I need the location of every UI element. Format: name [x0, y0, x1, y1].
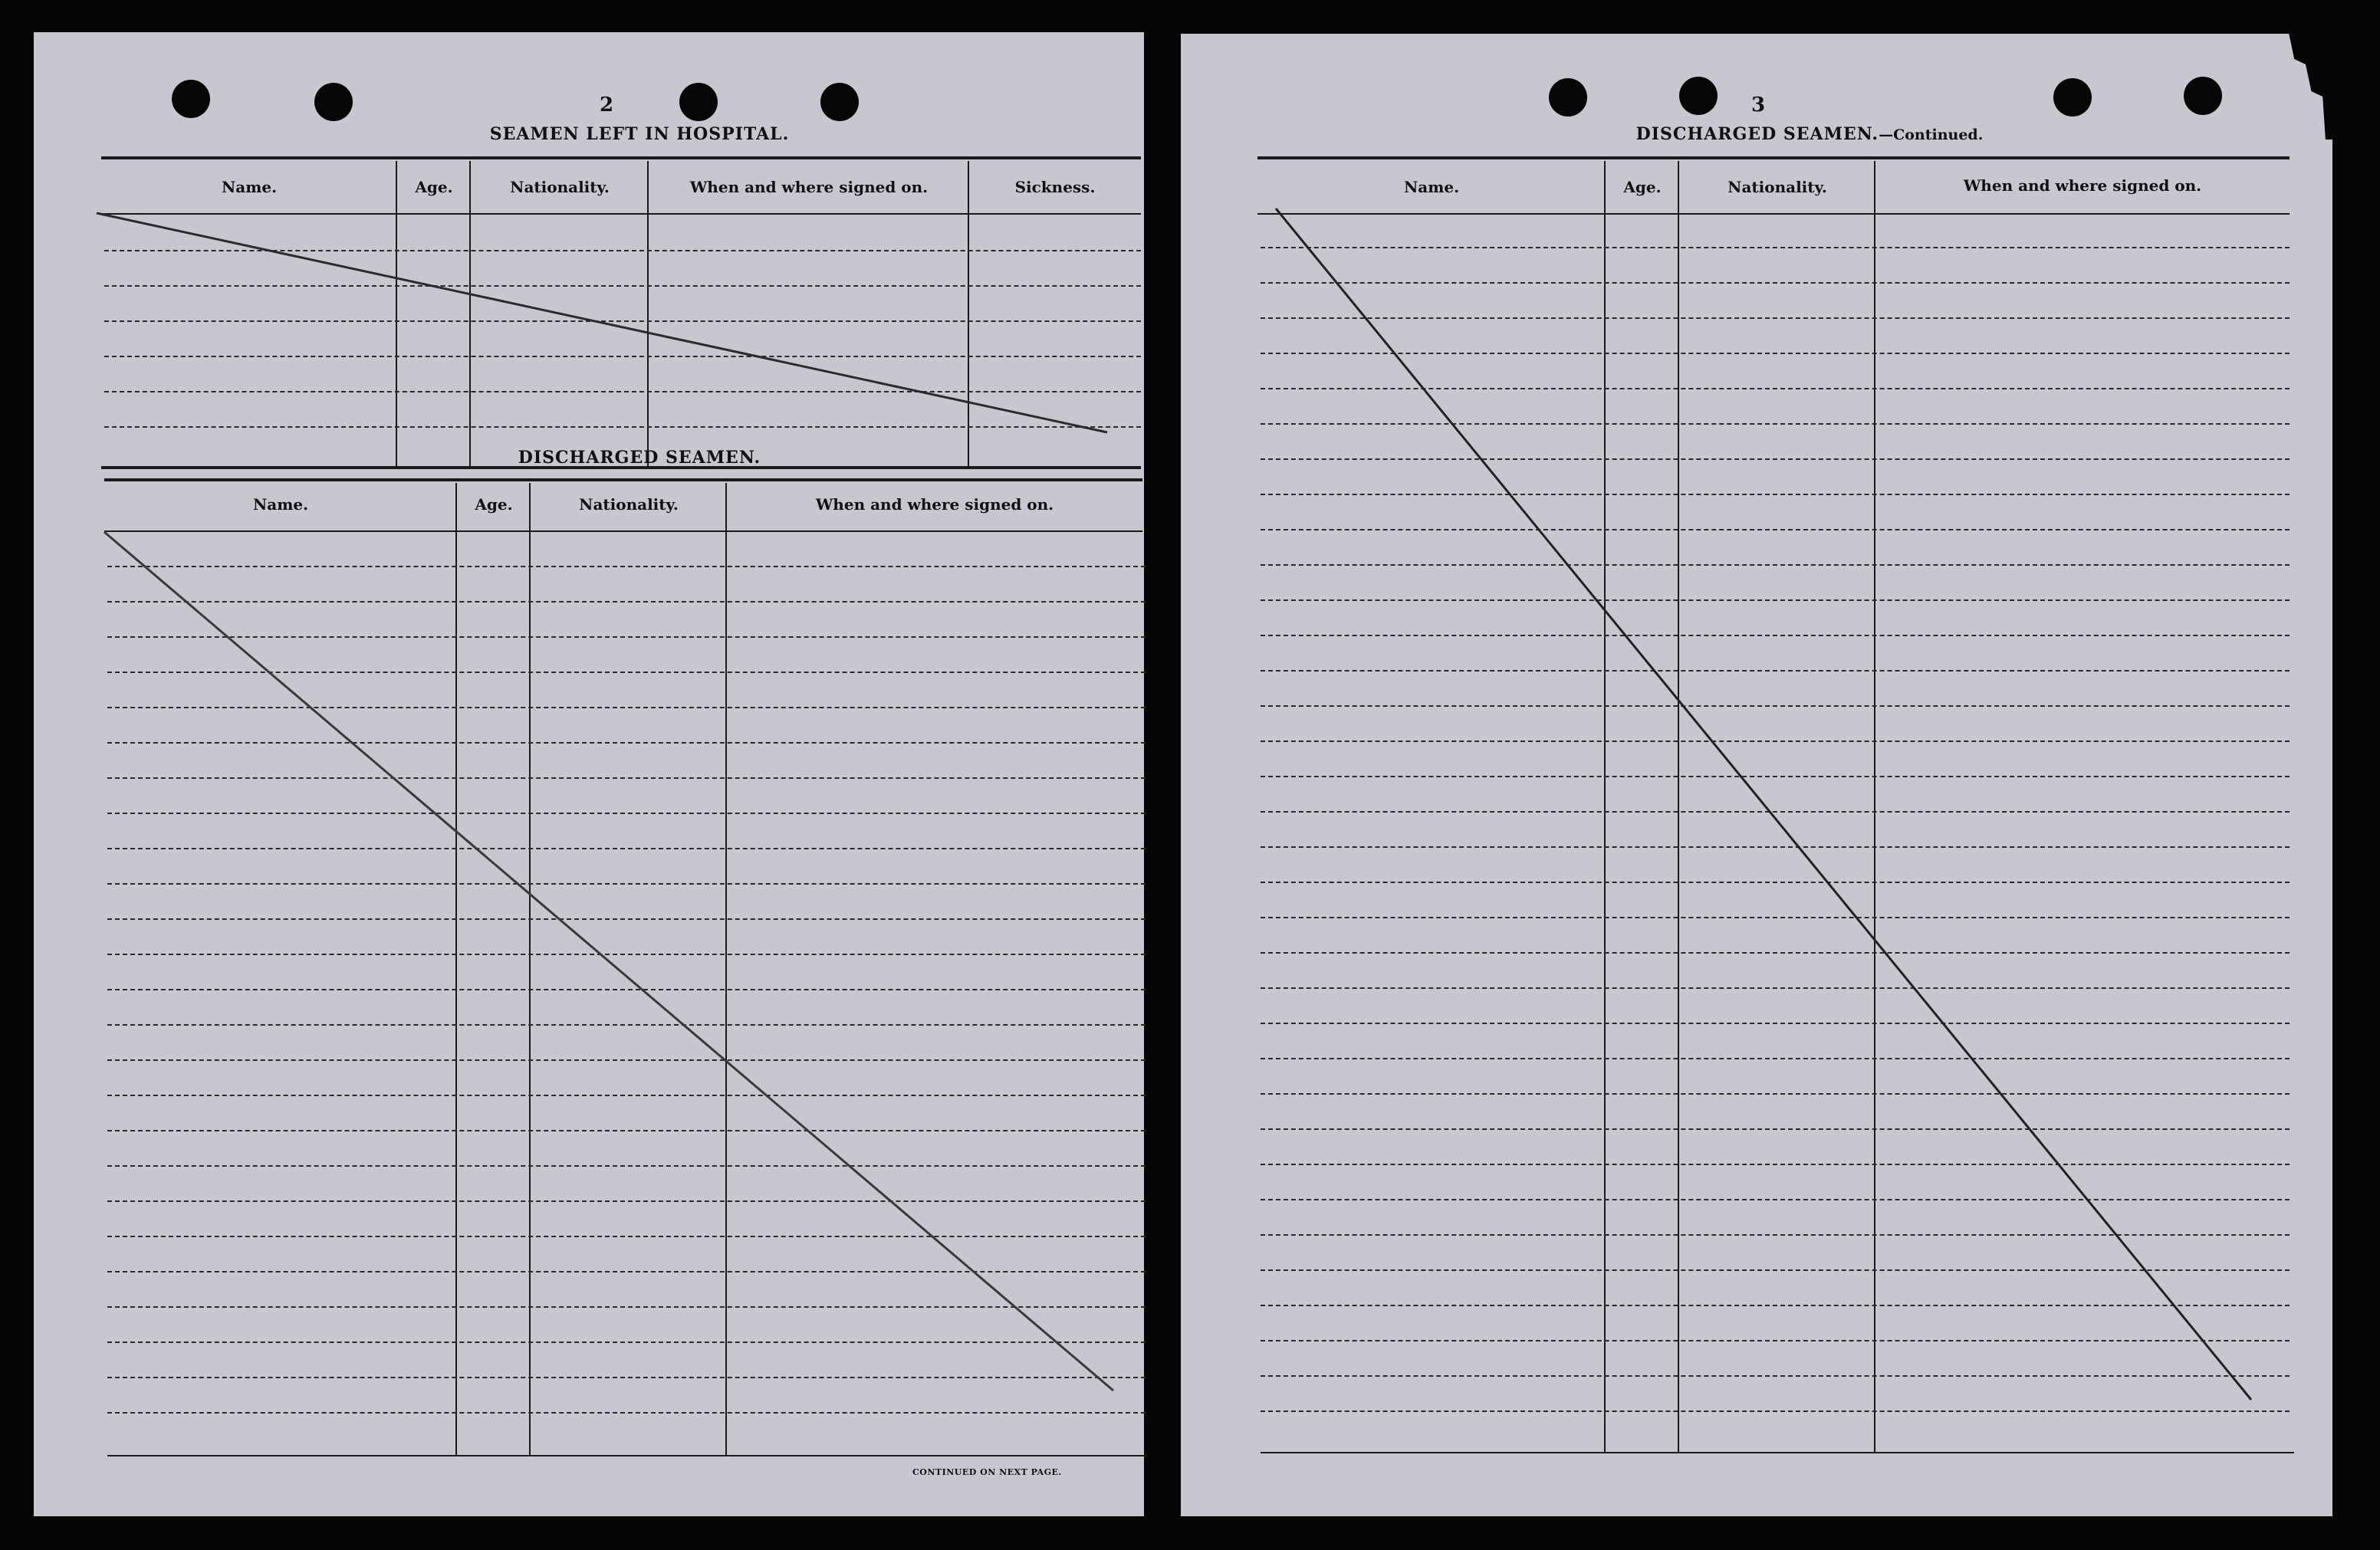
column-divider	[396, 161, 397, 468]
table-top-rule	[104, 478, 1142, 481]
ruled-line	[104, 356, 1141, 357]
ruled-line	[1261, 952, 2290, 954]
ruled-line	[1261, 917, 2290, 918]
punch-hole	[679, 83, 718, 121]
ruled-line	[107, 672, 1146, 673]
ruled-line	[1261, 635, 2290, 636]
discharged-strike-line	[104, 532, 1113, 1391]
ruled-line	[1261, 776, 2290, 777]
ruled-line	[107, 566, 1146, 567]
column-header-signed-on: When and where signed on.	[689, 178, 929, 196]
ruled-line	[1261, 1269, 2290, 1271]
ruled-line	[107, 883, 1146, 885]
hospital-strike-line	[97, 213, 1107, 432]
ruled-line	[1261, 1375, 2290, 1377]
punch-hole	[1679, 77, 1718, 115]
ruled-line	[104, 320, 1141, 322]
ruled-line	[107, 1306, 1146, 1308]
ruled-line	[104, 426, 1141, 428]
cross-out-strokes	[34, 32, 1144, 1516]
ruled-line	[104, 285, 1141, 287]
ruled-line	[1261, 599, 2290, 601]
ruled-line	[1261, 1410, 2290, 1412]
column-header-nationality: Nationality.	[1727, 178, 1827, 196]
ruled-line	[107, 1024, 1146, 1026]
column-divider	[647, 161, 649, 468]
column-divider	[1604, 161, 1606, 1453]
ruled-line	[107, 707, 1146, 708]
cross-out-strokes	[1181, 34, 2332, 1516]
column-divider	[1874, 161, 1875, 1453]
table-bottom-rule	[1261, 1452, 2294, 1453]
punch-hole	[2184, 77, 2222, 115]
ruled-line	[1261, 494, 2290, 495]
ruled-line	[107, 1165, 1146, 1167]
ruled-line	[107, 601, 1146, 603]
ruled-line	[1261, 1164, 2290, 1165]
ruled-line	[107, 636, 1146, 638]
page-number: 3	[1751, 94, 1766, 117]
column-header-age: Age.	[415, 178, 453, 196]
ruled-line	[1261, 1340, 2290, 1341]
ruled-line	[107, 848, 1146, 849]
ruled-line	[1261, 317, 2290, 319]
punch-hole	[314, 83, 353, 121]
ruled-line	[107, 1236, 1146, 1237]
header-rule	[1257, 213, 2290, 215]
ruled-line	[1261, 564, 2290, 566]
table-bottom-rule	[107, 1455, 1147, 1456]
column-header-name: Name.	[1403, 178, 1460, 196]
ruled-line	[1261, 1023, 2290, 1024]
ruled-line	[107, 813, 1146, 814]
ruled-line	[1261, 353, 2290, 354]
ruled-line	[1261, 811, 2290, 813]
ruled-line	[1261, 1234, 2290, 1236]
ruled-line	[1261, 458, 2290, 460]
punch-hole	[2053, 78, 2092, 117]
ruled-line	[1261, 529, 2290, 530]
continued-footer: CONTINUED ON NEXT PAGE.	[912, 1467, 1062, 1477]
header-rule	[104, 530, 1142, 532]
ruled-line	[1261, 1093, 2290, 1095]
ruled-line	[107, 1271, 1146, 1273]
column-header-age: Age.	[475, 495, 513, 514]
ruled-line	[104, 391, 1141, 392]
ruled-line	[1261, 705, 2290, 707]
column-header-signed-on: When and where signed on.	[1963, 176, 2202, 195]
left-page	[34, 32, 1144, 1516]
table-top-rule	[101, 156, 1141, 159]
header-rule	[101, 213, 1141, 215]
ruled-line	[104, 250, 1141, 251]
ruled-line	[1261, 741, 2290, 742]
column-divider	[455, 483, 457, 1456]
ruled-line	[1261, 846, 2290, 848]
ruled-line	[107, 1412, 1146, 1414]
ruled-line	[1261, 1128, 2290, 1130]
table-top-rule	[1257, 156, 2290, 159]
ruled-line	[107, 1130, 1146, 1131]
ruled-line	[1261, 247, 2290, 248]
ruled-line	[1261, 282, 2290, 284]
ruled-line	[1261, 423, 2290, 425]
column-divider	[968, 161, 969, 468]
ruled-line	[107, 777, 1146, 779]
punch-hole	[820, 83, 859, 121]
column-header-name: Name.	[221, 178, 278, 196]
punch-hole	[172, 80, 210, 118]
ruled-line	[107, 742, 1146, 744]
ruled-line	[107, 989, 1146, 990]
right-page	[1181, 34, 2332, 1516]
column-divider	[469, 161, 471, 468]
ruled-line	[1261, 987, 2290, 989]
punch-hole	[1549, 78, 1587, 117]
discharged-continued-title	[1595, 124, 2024, 144]
ruled-line	[107, 954, 1146, 955]
ruled-line	[1261, 1058, 2290, 1059]
torn-corner	[2277, 32, 2334, 140]
column-header-name: Name.	[252, 495, 309, 514]
column-divider	[529, 483, 531, 1456]
column-divider	[725, 483, 727, 1456]
ruled-line	[1261, 1305, 2290, 1306]
ruled-line	[1261, 670, 2290, 672]
ruled-line	[107, 918, 1146, 920]
column-header-nationality: Nationality.	[510, 178, 610, 196]
ruled-line	[107, 1341, 1146, 1343]
ruled-line	[107, 1200, 1146, 1202]
ruled-line	[107, 1377, 1146, 1378]
ruled-line	[1261, 388, 2290, 389]
column-header-nationality: Nationality.	[579, 495, 679, 514]
column-header-age: Age.	[1623, 178, 1662, 196]
title-main: DISCHARGED SEAMEN.	[1635, 124, 1879, 144]
column-header-signed-on: When and where signed on.	[815, 495, 1054, 514]
hospital-section-title: SEAMEN LEFT IN HOSPITAL.	[489, 124, 790, 144]
ruled-line	[1261, 882, 2290, 883]
column-header-sickness: Sickness.	[1014, 178, 1096, 196]
column-divider	[1678, 161, 1679, 1453]
ruled-line	[107, 1095, 1146, 1096]
page-number: 2	[600, 94, 614, 117]
title-suffix: —Continued.	[1879, 126, 1984, 143]
ruled-line	[1261, 1199, 2290, 1200]
ruled-line	[107, 1059, 1146, 1061]
discharged-section-title: DISCHARGED SEAMEN.	[518, 448, 761, 468]
